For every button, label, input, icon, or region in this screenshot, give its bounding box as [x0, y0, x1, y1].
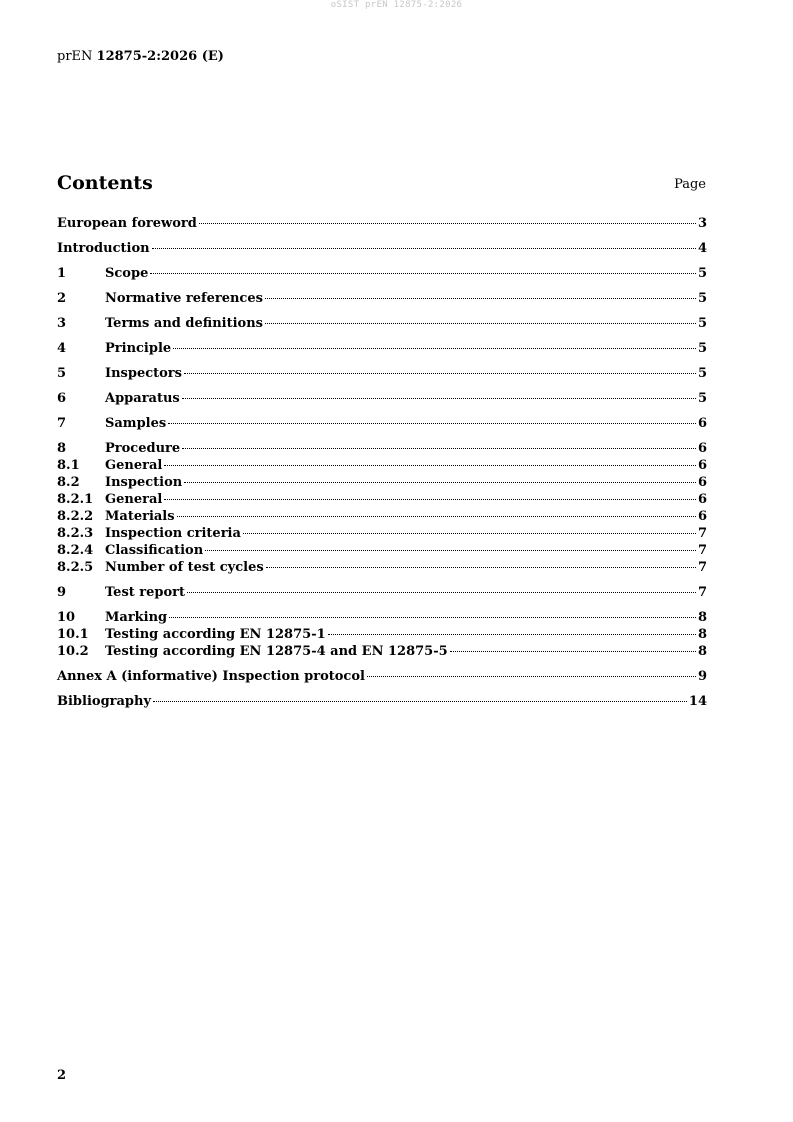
- watermark: oSIST prEN 12875-2:2026: [330, 0, 463, 10]
- toc-entry-page: 5: [697, 391, 707, 406]
- toc-entry-title: Principle: [105, 341, 172, 356]
- header-prefix: prEN: [57, 49, 93, 64]
- toc-dot-leader: [367, 676, 696, 677]
- toc-entry-title: Materials: [105, 509, 175, 524]
- toc-entry-number: 8: [57, 441, 67, 456]
- toc-entry-title: Number of test cycles: [105, 560, 264, 575]
- toc-dot-leader: [266, 567, 696, 568]
- toc-entry-number: 10: [57, 610, 76, 625]
- toc-dot-leader: [328, 634, 696, 635]
- header-code: 12875-2:2026 (E): [96, 49, 224, 64]
- toc-entry[interactable]: [57, 542, 707, 559]
- toc-entry-page: 6: [697, 458, 707, 473]
- toc-entry-title: Bibliography: [57, 694, 152, 709]
- toc-dot-leader: [164, 465, 696, 466]
- toc-entry-title: General: [105, 458, 163, 473]
- document-header: [57, 49, 224, 64]
- toc-entry-title: Annex A (informative) Inspection protocol: [57, 669, 365, 684]
- toc-entry-title: Inspection criteria: [105, 526, 241, 541]
- toc-entry[interactable]: [57, 340, 707, 357]
- contents-title: Contents: [57, 172, 153, 194]
- toc-entry-title: Samples: [105, 416, 167, 431]
- toc-entry-page: 8: [697, 627, 707, 642]
- page-column-label: Page: [674, 177, 706, 192]
- toc-entry-title: European foreword: [57, 216, 197, 231]
- toc-entry-number: 5: [57, 366, 67, 381]
- toc-entry-page: 6: [697, 441, 707, 456]
- toc-dot-leader: [199, 223, 696, 224]
- toc-entry[interactable]: [57, 365, 707, 382]
- toc-entry-title: Testing according EN 12875-4 and EN 12875-5: [105, 644, 448, 659]
- toc-entry[interactable]: [57, 457, 707, 474]
- toc-entry-page: 5: [697, 266, 707, 281]
- toc-entry[interactable]: [57, 559, 707, 576]
- toc-entry-number: 8.1: [57, 458, 80, 473]
- toc-entry-title: Testing according EN 12875-1: [105, 627, 326, 642]
- toc-dot-leader: [169, 617, 696, 618]
- toc-entry[interactable]: [57, 265, 707, 282]
- toc-entry-number: 10.2: [57, 644, 89, 659]
- toc-entry[interactable]: [57, 474, 707, 491]
- toc-entry-page: 5: [697, 291, 707, 306]
- toc-entry-number: 8.2.4: [57, 543, 94, 558]
- toc-entry-page: 7: [697, 543, 707, 558]
- toc-entry-number: 8.2.3: [57, 526, 94, 541]
- toc-entry[interactable]: [57, 626, 707, 643]
- toc-entry-title: General: [105, 492, 163, 507]
- toc-entry-page: 7: [697, 585, 707, 600]
- toc-entry[interactable]: [57, 525, 707, 542]
- toc-entry-page: 7: [697, 526, 707, 541]
- page-number: 2: [57, 1068, 67, 1083]
- toc-entry[interactable]: [57, 668, 707, 685]
- toc-entry[interactable]: [57, 508, 707, 525]
- toc-dot-leader: [184, 373, 696, 374]
- toc-dot-leader: [153, 701, 687, 702]
- toc-entry[interactable]: [57, 440, 707, 457]
- toc-entry-title: Classification: [105, 543, 204, 558]
- toc-entry[interactable]: [57, 290, 707, 307]
- toc-entry-number: 8.2.2: [57, 509, 94, 524]
- toc-entry-page: 5: [697, 316, 707, 331]
- toc-dot-leader: [243, 533, 696, 534]
- toc-dot-leader: [184, 482, 696, 483]
- toc-dot-leader: [173, 348, 696, 349]
- toc-entry-page: 9: [697, 669, 707, 684]
- toc-dot-leader: [177, 516, 696, 517]
- toc-dot-leader: [450, 651, 696, 652]
- toc-entry-number: 3: [57, 316, 67, 331]
- toc-entry-number: 7: [57, 416, 67, 431]
- toc-dot-leader: [265, 298, 696, 299]
- toc-entry-page: 7: [697, 560, 707, 575]
- toc-entry-page: 6: [697, 475, 707, 490]
- toc-entry-number: 8.2: [57, 475, 80, 490]
- toc-dot-leader: [182, 448, 696, 449]
- toc-entry-title: Procedure: [105, 441, 181, 456]
- toc-entry-title: Inspectors: [105, 366, 182, 381]
- toc-entry-page: 4: [697, 241, 707, 256]
- toc-entry-number: 9: [57, 585, 67, 600]
- toc-entry[interactable]: [57, 693, 707, 710]
- toc-entry-number: 1: [57, 266, 67, 281]
- toc-entry-number: 8.2.1: [57, 492, 94, 507]
- toc-dot-leader: [152, 248, 696, 249]
- toc-entry-title: Introduction: [57, 241, 150, 256]
- toc-entry-page: 6: [697, 492, 707, 507]
- toc-dot-leader: [164, 499, 696, 500]
- toc-entry-page: 3: [697, 216, 707, 231]
- toc-entry[interactable]: [57, 609, 707, 626]
- toc-entry-title: Test report: [105, 585, 186, 600]
- toc-entry-title: Marking: [105, 610, 168, 625]
- toc-dot-leader: [168, 423, 696, 424]
- toc-entry-page: 8: [697, 610, 707, 625]
- toc-dot-leader: [187, 592, 696, 593]
- toc-entry-page: 5: [697, 341, 707, 356]
- toc-entry[interactable]: [57, 215, 707, 232]
- toc-entry-title: Inspection: [105, 475, 183, 490]
- toc-entry-page: 6: [697, 416, 707, 431]
- toc-entry-page: 6: [697, 509, 707, 524]
- toc-dot-leader: [205, 550, 696, 551]
- toc-entry-page: 5: [697, 366, 707, 381]
- toc-entry[interactable]: [57, 491, 707, 508]
- toc-entry[interactable]: [57, 415, 707, 432]
- toc-dot-leader: [182, 398, 696, 399]
- toc-entry-number: 8.2.5: [57, 560, 94, 575]
- table-of-contents: [57, 215, 707, 710]
- toc-entry[interactable]: [57, 390, 707, 407]
- toc-entry-number: 4: [57, 341, 67, 356]
- toc-entry-title: Normative references: [105, 291, 263, 306]
- toc-entry-page: 8: [697, 644, 707, 659]
- toc-entry-title: Scope: [105, 266, 149, 281]
- toc-entry[interactable]: [57, 240, 707, 257]
- toc-dot-leader: [265, 323, 696, 324]
- toc-entry[interactable]: [57, 315, 707, 332]
- toc-entry-page: 14: [688, 694, 707, 709]
- toc-dot-leader: [150, 273, 696, 274]
- toc-entry-title: Terms and definitions: [105, 316, 263, 331]
- toc-entry-number: 6: [57, 391, 67, 406]
- toc-entry[interactable]: [57, 584, 707, 601]
- toc-entry-number: 2: [57, 291, 67, 306]
- toc-entry-number: 10.1: [57, 627, 89, 642]
- toc-entry-title: Apparatus: [105, 391, 180, 406]
- toc-entry[interactable]: [57, 643, 707, 660]
